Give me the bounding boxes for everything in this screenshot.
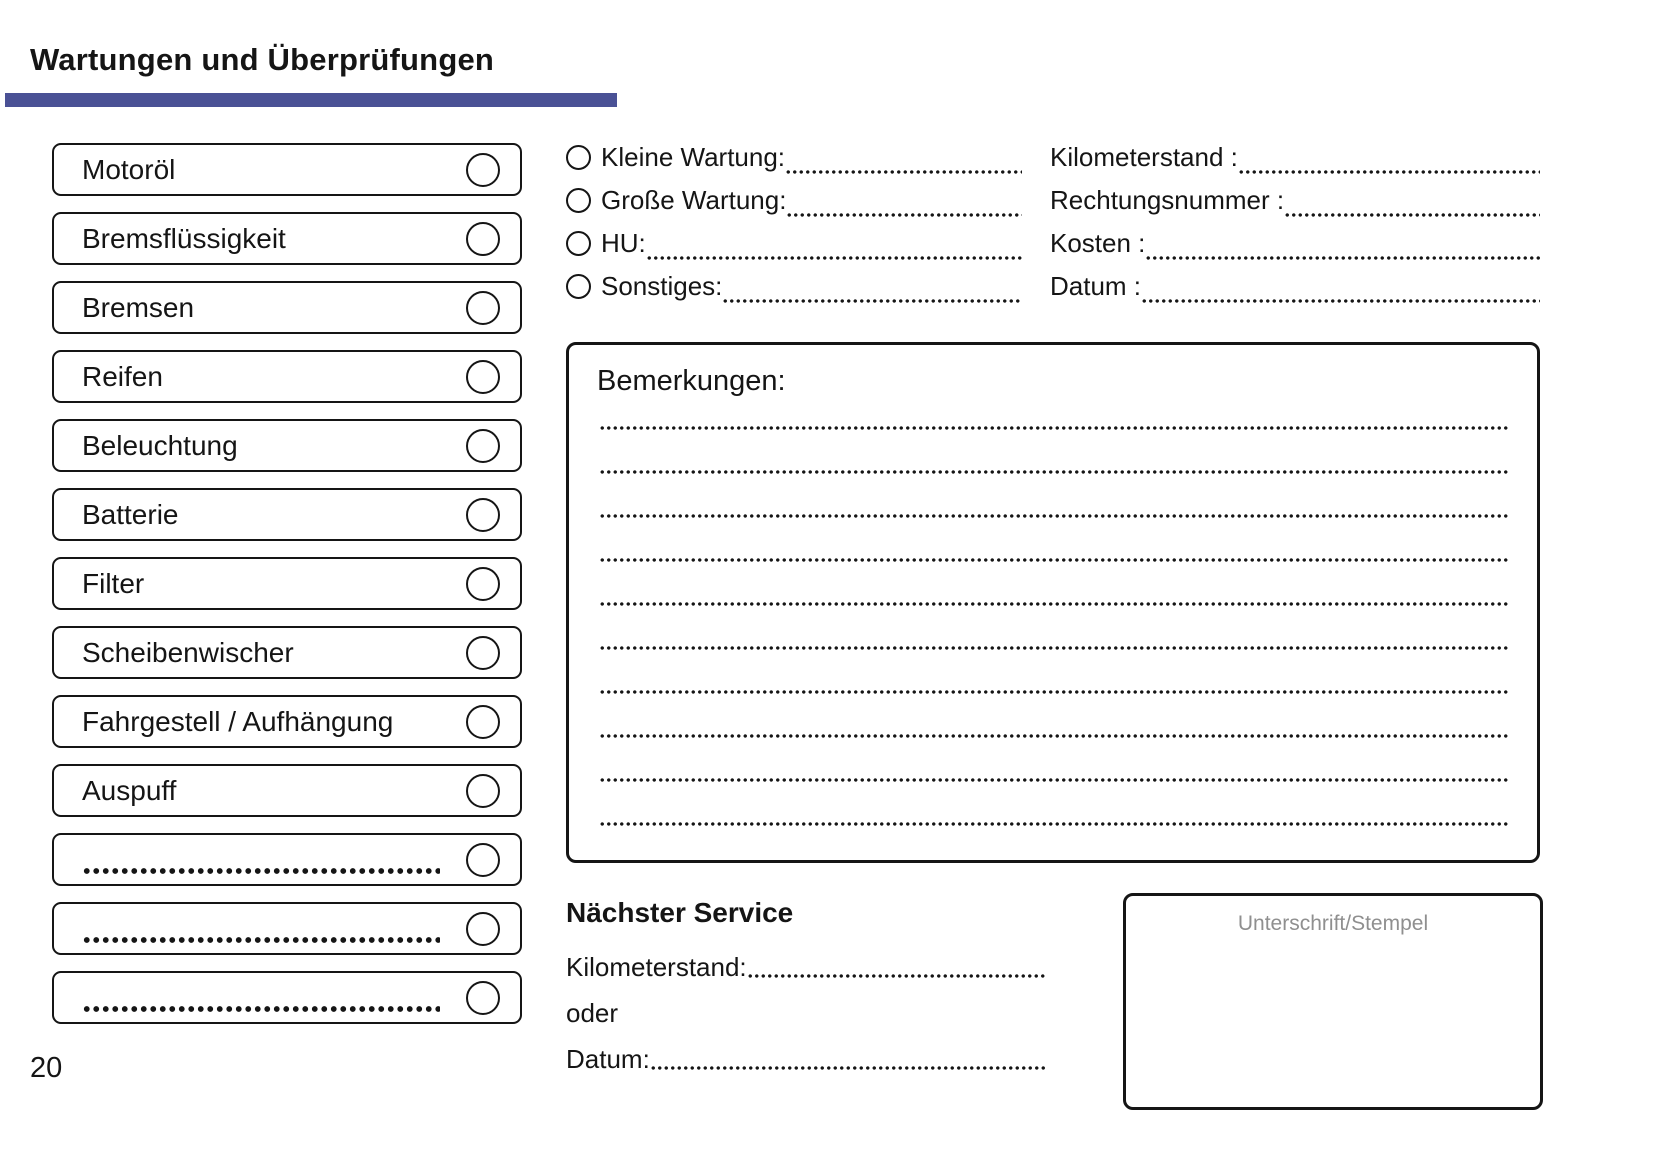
next-service-label: Datum: <box>566 1043 650 1074</box>
checkbox-circle[interactable] <box>466 429 500 463</box>
page-title: Wartungen und Überprüfungen <box>30 42 495 77</box>
remarks-writing-line <box>599 645 1509 651</box>
remarks-writing-line <box>599 733 1509 739</box>
write-in-dots <box>646 255 1022 261</box>
service-type-options <box>566 136 1022 308</box>
connector-text: oder <box>566 997 619 1028</box>
checkbox-circle[interactable] <box>466 912 500 946</box>
remarks-writing-line <box>599 689 1509 695</box>
checklist-item <box>52 419 522 472</box>
service-detail-label: Datum : <box>1050 271 1142 301</box>
checklist-item <box>52 626 522 679</box>
next-service-label: Kilometerstand: <box>566 951 747 982</box>
maintenance-checklist <box>52 143 522 1040</box>
service-type-option <box>566 265 1022 308</box>
checklist-item-label: Auspuff <box>82 774 177 806</box>
service-detail-field <box>1050 179 1540 222</box>
radio-circle[interactable] <box>566 188 591 213</box>
checklist-item-label: Beleuchtung <box>82 429 238 461</box>
remarks-writing-line <box>599 425 1509 431</box>
checklist-item-blank <box>52 833 522 886</box>
write-in-dots <box>1284 212 1540 218</box>
next-service-title: Nächster Service <box>566 897 794 928</box>
signature-label: Unterschrift/Stempel <box>1237 912 1429 935</box>
write-in-dots <box>1145 255 1540 261</box>
checklist-item <box>52 281 522 334</box>
checkbox-circle[interactable] <box>466 843 500 877</box>
checklist-item-label: Scheibenwischer <box>82 636 294 668</box>
checklist-item-blank <box>52 971 522 1024</box>
checkbox-circle[interactable] <box>466 981 500 1015</box>
checklist-item-label: Reifen <box>82 360 163 392</box>
remarks-writing-line <box>599 821 1509 827</box>
checkbox-circle[interactable] <box>466 498 500 532</box>
write-in-dots <box>722 298 1022 304</box>
blank-write-in-line <box>82 1005 440 1013</box>
checkbox-circle[interactable] <box>466 705 500 739</box>
checklist-item <box>52 764 522 817</box>
signature-box <box>1123 893 1543 1110</box>
checklist-item-label: Bremsen <box>82 291 195 323</box>
blank-write-in-line <box>82 936 440 944</box>
service-type-label: Kleine Wartung: <box>601 142 786 172</box>
service-type-option <box>566 179 1022 222</box>
checklist-item-label: Fahrgestell / Aufhängung <box>82 705 394 737</box>
remarks-writing-line <box>599 777 1509 783</box>
checklist-item <box>52 695 522 748</box>
checklist-item <box>52 350 522 403</box>
checkbox-circle[interactable] <box>466 567 500 601</box>
next-service-connector <box>566 997 1045 1029</box>
remarks-title: Bemerkungen: <box>597 365 786 397</box>
remarks-writing-line <box>599 601 1509 607</box>
radio-circle[interactable] <box>566 145 591 170</box>
service-type-option <box>566 136 1022 179</box>
radio-circle[interactable] <box>566 274 591 299</box>
checklist-item <box>52 212 522 265</box>
write-in-dots <box>786 212 1022 218</box>
service-detail-fields <box>1050 136 1540 308</box>
remarks-writing-lines <box>599 425 1509 865</box>
remarks-box <box>566 342 1540 863</box>
service-type-label: HU: <box>601 228 646 258</box>
next-service-field <box>566 951 1045 983</box>
service-detail-field <box>1050 222 1540 265</box>
service-detail-field <box>1050 136 1540 179</box>
checkbox-circle[interactable] <box>466 774 500 808</box>
service-type-label: Sonstiges: <box>601 271 723 301</box>
service-detail-label: Rechtungsnummer : <box>1050 185 1285 215</box>
next-service-section <box>566 897 1045 1089</box>
checklist-item-label: Motoröl <box>82 153 176 185</box>
write-in-dots <box>650 1065 1045 1071</box>
write-in-dots <box>785 169 1022 175</box>
radio-circle[interactable] <box>566 231 591 256</box>
checklist-item <box>52 143 522 196</box>
write-in-dots <box>1141 298 1540 304</box>
accent-bar <box>5 93 617 107</box>
service-type-label: Große Wartung: <box>601 185 787 215</box>
checklist-item <box>52 488 522 541</box>
service-detail-label: Kilometerstand : <box>1050 142 1238 172</box>
checklist-item-label: Filter <box>82 567 145 599</box>
checkbox-circle[interactable] <box>466 222 500 256</box>
checklist-item-label: Batterie <box>82 498 179 530</box>
remarks-writing-line <box>599 469 1509 475</box>
checklist-item-label: Bremsflüssigkeit <box>82 222 286 254</box>
checklist-item-blank <box>52 902 522 955</box>
checkbox-circle[interactable] <box>466 291 500 325</box>
checklist-item <box>52 557 522 610</box>
checkbox-circle[interactable] <box>466 636 500 670</box>
remarks-writing-line <box>599 557 1509 563</box>
service-type-option <box>566 222 1022 265</box>
next-service-field <box>566 1043 1045 1075</box>
page-number: 20 <box>30 1052 63 1084</box>
checkbox-circle[interactable] <box>466 360 500 394</box>
remarks-writing-line <box>599 513 1509 519</box>
service-detail-field <box>1050 265 1540 308</box>
write-in-dots <box>747 973 1045 979</box>
write-in-dots <box>1238 169 1540 175</box>
blank-write-in-line <box>82 867 440 875</box>
service-detail-label: Kosten : <box>1050 228 1146 258</box>
checkbox-circle[interactable] <box>466 153 500 187</box>
